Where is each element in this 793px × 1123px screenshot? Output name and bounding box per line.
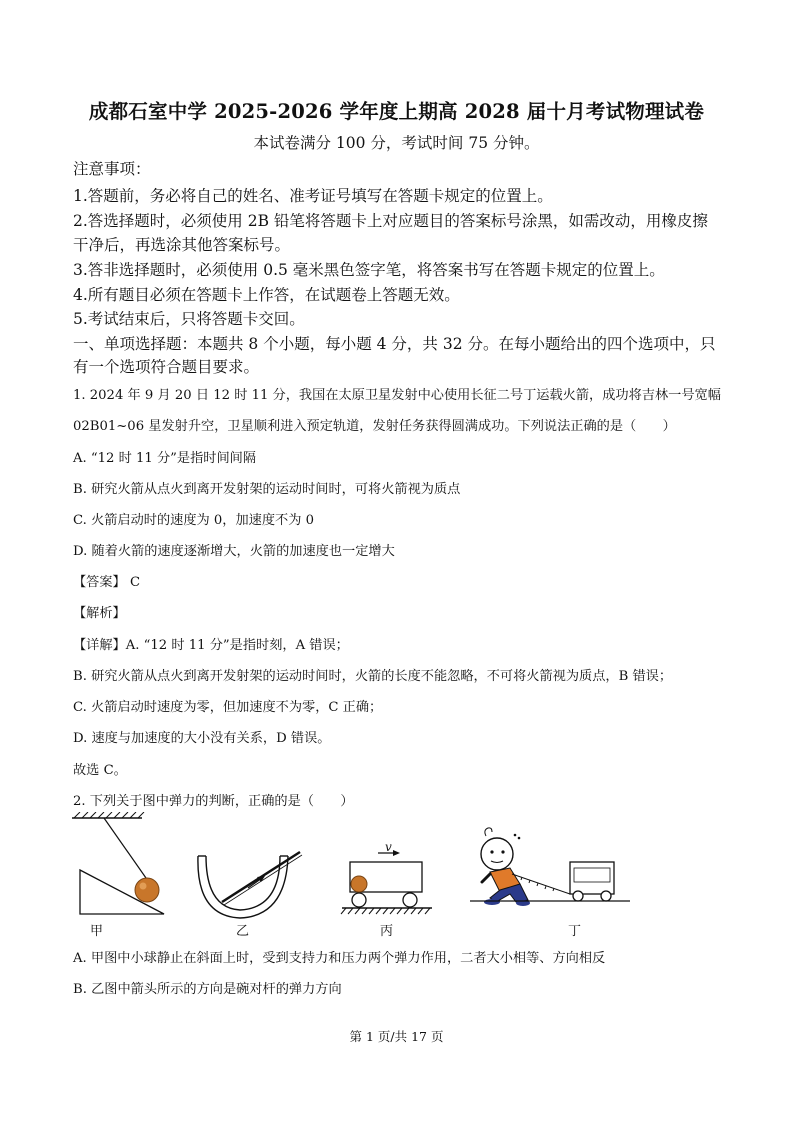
ball bbox=[135, 878, 159, 902]
answer-tag: 【答案】 bbox=[73, 575, 126, 590]
question-1-stem: 1. 2024 年 9 月 20 日 12 时 11 分，我国在太原卫星发射中心使用长征二号丁运载火箭，成功将吉林一号宽幅 bbox=[73, 388, 721, 403]
question-1-option-c: C. 火箭启动时的速度为 0，加速度不为 0 bbox=[73, 513, 314, 528]
figure-label-bing: 丙 bbox=[380, 924, 394, 939]
question-1-option-d: D. 随着火箭的速度逐渐增大，火箭的加速度也一定增大 bbox=[73, 544, 395, 559]
question-2-option-a: A. 甲图中小球静止在斜面上时，受到支持力和压力两个弹力作用，二者大小相等、方向相反 bbox=[73, 951, 606, 966]
detail-line: 【详解】A. “12 时 11 分”是指时刻，A 错误； bbox=[73, 638, 349, 653]
notice-item: 3.答非选择题时，必须使用 0.5 毫米黑色签字笔，将答案书写在答题卡规定的位置上。 bbox=[73, 261, 665, 279]
figure-svg bbox=[60, 812, 740, 942]
figure-label-jia: 甲 bbox=[90, 924, 104, 939]
analysis-tag: 【解析】 bbox=[73, 606, 126, 621]
figure-yi bbox=[198, 852, 302, 918]
section-heading: 一、单项选择题：本题共 8 个小题，每小题 4 分，共 32 分。在每小题给出的四个选项中，只 bbox=[73, 335, 716, 353]
figure-ding bbox=[470, 828, 630, 906]
figure-bing bbox=[341, 850, 432, 914]
question-2-stem: 2. 下列关于图中弹力的判断，正确的是（ ） bbox=[73, 794, 354, 809]
answer-line bbox=[73, 571, 723, 590]
section-heading-cont: 有一个选项符合题目要求。 bbox=[73, 358, 260, 376]
question-1-option-b: B. 研究火箭从点火到离开发射架的运动时间时，可将火箭视为质点 bbox=[73, 482, 461, 497]
answer-value: C bbox=[129, 575, 141, 590]
velocity-label: v bbox=[385, 840, 392, 854]
detail-line: B. 研究火箭从点火到离开发射架的运动时间时，火箭的长度不能忽略，不可将火箭视为质点，B 错误； bbox=[73, 669, 673, 684]
question-2-option-b: B. 乙图中箭头所示的方向是碗对杆的弹力方向 bbox=[73, 982, 342, 997]
page-title: 成都石室中学 2025-2026 学年度上期高 2028 届十月考试物理试卷 bbox=[88, 100, 705, 123]
detail-line: C. 火箭启动时速度为零，但加速度不为零，C 正确； bbox=[73, 700, 383, 715]
figure-label-ding: 丁 bbox=[568, 924, 582, 939]
notice-item: 4.所有题目必须在答题卡上作答，在试题卷上答题无效。 bbox=[73, 286, 460, 304]
question-1-stem: 02B01~06 星发射升空，卫星顺利进入预定轨道，发射任务获得圆满成功。下列说法正确的是（ ） bbox=[73, 419, 676, 434]
page-footer: 第 1 页/共 17 页 bbox=[349, 1029, 444, 1044]
figure-jia bbox=[72, 812, 164, 914]
notice-item: 1.答题前，务必将自己的姓名、准考证号填写在答题卡规定的位置上。 bbox=[73, 187, 553, 205]
notice-heading: 注意事项： bbox=[73, 160, 151, 178]
notice-item: 2.答选择题时，必须使用 2B 铅笔将答题卡上对应题目的答案标号涂黑，如需改动，用橡皮擦 bbox=[73, 212, 708, 230]
notice-item: 干净后，再选涂其他答案标号。 bbox=[73, 236, 291, 254]
detail-line: D. 速度与加速度的大小没有关系，D 错误。 bbox=[73, 731, 331, 746]
detail-conclusion: 故选 C。 bbox=[73, 763, 127, 778]
page-subtitle: 本试卷满分 100 分，考试时间 75 分钟。 bbox=[253, 134, 540, 152]
question-2-figure bbox=[60, 812, 740, 942]
notice-item: 5.考试结束后，只将答题卡交回。 bbox=[73, 310, 305, 328]
figure-label-yi: 乙 bbox=[236, 924, 250, 939]
question-1-option-a: A. “12 时 11 分”是指时间间隔 bbox=[73, 451, 257, 466]
